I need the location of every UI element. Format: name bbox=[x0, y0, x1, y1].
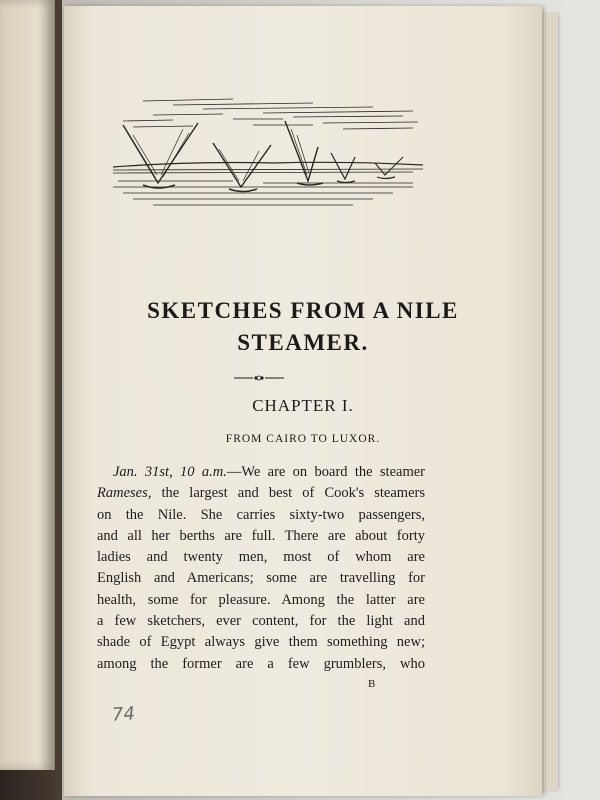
title-ornament bbox=[234, 373, 284, 383]
book-title-line-1: SKETCHES FROM A NILE bbox=[147, 298, 459, 323]
sailboats-illustration bbox=[113, 95, 423, 220]
text-line: English and Americans; some are travelling for bbox=[97, 570, 425, 587]
text-line: a few sketchers, ever content, for the light and bbox=[97, 613, 425, 630]
left-page-leaf bbox=[0, 0, 55, 770]
book-title-line-2: STEAMER. bbox=[237, 330, 369, 355]
text-line: among the former are a few grumblers, who bbox=[97, 655, 425, 672]
text-line-italic: Jan. 31st, 10 a.m. bbox=[113, 464, 227, 480]
pencil-annotation: 74 bbox=[111, 703, 136, 726]
text-line: health, some for pleasure. Among the latter are bbox=[97, 591, 425, 608]
text-line bbox=[97, 462, 425, 483]
text-line-italic: Rameses, bbox=[97, 485, 152, 502]
chapter-heading: CHAPTER I. bbox=[252, 396, 354, 415]
text-line bbox=[97, 483, 425, 504]
text-line: on the Nile. She carries sixty-two passengers, bbox=[97, 506, 425, 523]
signature-mark: B bbox=[368, 678, 377, 690]
text-line-rest: —We are on board the steamer bbox=[226, 464, 425, 480]
text-line: shade of Egypt always give them something new; bbox=[97, 634, 425, 651]
page-block-edge bbox=[540, 14, 558, 790]
text-line-rest: the largest and best of Cook's steamers bbox=[151, 485, 425, 502]
body-paragraph bbox=[97, 462, 425, 675]
text-line: ladies and twenty men, most of whom are bbox=[97, 549, 425, 566]
chapter-subheading: FROM CAIRO TO LUXOR. bbox=[225, 433, 381, 445]
text-line: and all her berths are full. There are about forty bbox=[97, 527, 425, 544]
